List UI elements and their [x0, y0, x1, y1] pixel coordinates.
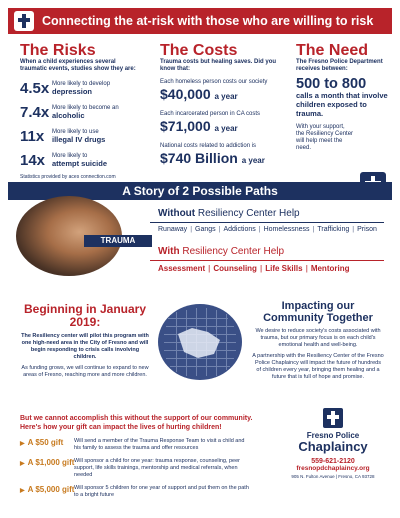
path-separator: | [259, 264, 263, 273]
need-section [296, 42, 392, 152]
gift-description: Will sponsor 5 children for one year of support and put them on the path to a bright future [74, 485, 249, 498]
cost-value: $71,000 [160, 118, 211, 134]
beginning-paragraph-1: The Resiliency center will pilot this program with one high-need area in the City of Fresno and will begin responding to crisis calls involving children. [21, 333, 149, 360]
risk-multiplier: 4.5x [20, 80, 50, 97]
need-intro: The Fresno Police Department receives between: [296, 59, 383, 72]
costs-heading: The Costs [160, 42, 238, 59]
gift-section [20, 414, 260, 499]
cost-value: $40,000 [160, 86, 211, 102]
gift-amount: ▶ A $1,000 gift [20, 458, 74, 467]
costs-section [160, 42, 285, 169]
risk-stat [20, 128, 140, 145]
path-item: Homelessness [263, 226, 310, 233]
risk-stat [20, 152, 140, 169]
gift-item [20, 438, 260, 452]
path-item: Life Skills [265, 264, 303, 273]
beginning-paragraph-2: As funding grows, we will continue to expand to new areas of Fresno, reaching more and more children. [21, 365, 149, 378]
impact-section [252, 300, 384, 381]
risk-emphasis: alcoholic [52, 111, 85, 120]
path-item: Counseling [213, 264, 257, 273]
path-separator: | [258, 226, 261, 233]
without-path-title [158, 208, 300, 219]
trauma-label: TRAUMA [84, 235, 152, 247]
cost-suffix: a year [214, 92, 238, 101]
need-subtext: calls a month that involve children exposed to trauma. [296, 91, 388, 118]
need-note: With your support, the Resiliency Center will help meet the need. [296, 124, 354, 151]
with-divider [150, 260, 384, 261]
path-item: Assessment [158, 264, 206, 273]
need-heading: The Need [296, 42, 369, 59]
beginning-heading: Beginning in January 2019: [23, 302, 146, 329]
risk-multiplier: 7.4x [20, 104, 50, 121]
cost-suffix: a year [241, 156, 265, 165]
gift-item [20, 485, 260, 499]
phone-number[interactable]: 559-621-2120 [311, 458, 355, 465]
costs-intro: Trauma costs but healing saves. Did you know that: [160, 59, 277, 72]
cost-label: Each incarcerated person in CA costs [160, 111, 261, 117]
risk-multiplier: 11x [20, 128, 45, 145]
path-separator: | [208, 264, 211, 273]
cta-text: But we cannot accomplish this without the support of our community. Here's how your gift can impact the lives of hurting children! [20, 415, 253, 431]
impact-paragraph-1: We desire to reduce society's costs associated with trauma, but our primary focus is on each child's emotional health and well-being. [255, 328, 381, 348]
gift-amount: ▶ A $5,000 gift [20, 485, 74, 494]
impact-paragraph-2: A partnership with the Resiliency Center of the Fresno Police Chaplaincy will impact the future of hundreds of children every year, bringing them healing and a future that is full of hope and promise. [252, 353, 384, 380]
org-name-line-2: Chaplaincy [298, 439, 368, 454]
with-rest: Resiliency Center Help [179, 246, 285, 257]
risk-line: More likely to become an [52, 105, 119, 111]
path-separator: | [352, 226, 355, 233]
chaplaincy-logo-icon [323, 408, 343, 428]
with-path-title [158, 246, 284, 257]
path-separator: | [305, 264, 308, 273]
risk-line: More likely to develop [52, 81, 111, 87]
cost-suffix: a year [214, 124, 238, 133]
path-separator: | [218, 226, 221, 233]
risk-multiplier: 14x [20, 152, 46, 169]
story-title: A Story of 2 Possible Paths [122, 184, 278, 198]
need-figure: 500 to 800 [296, 76, 367, 92]
header-bar [8, 8, 392, 34]
beginning-section [20, 303, 150, 379]
path-item: Gangs [195, 226, 216, 233]
risks-intro: When a child experiences several traumatic events, studies show they are: [20, 59, 136, 72]
risks-heading: The Risks [20, 42, 96, 59]
address: 905 N. Fulton Avenue | Fresno, CA 93728 [291, 474, 375, 479]
risk-line: More likely to use [52, 129, 99, 135]
page-title: Connecting the at-risk with those who are willing to risk [42, 14, 374, 28]
risk-stat [20, 80, 140, 97]
cost-label: National costs related to addiction is [160, 143, 257, 149]
gift-item [20, 458, 260, 479]
with-strong: With [158, 246, 180, 257]
path-item: Addictions [223, 226, 256, 233]
risk-emphasis: depression [52, 87, 93, 96]
without-strong: Without [158, 208, 196, 219]
contact-block [278, 408, 388, 479]
path-separator: | [190, 226, 193, 233]
path-item: Runaway [158, 226, 188, 233]
without-items [158, 226, 377, 233]
path-separator: | [312, 226, 315, 233]
org-name-line-1: Fresno Police [306, 431, 360, 440]
risks-source: Statistics provided by aces connection.com [20, 174, 116, 180]
without-divider [150, 222, 384, 223]
fresno-map-image [158, 304, 242, 380]
impact-heading: Impacting our Community Together [263, 300, 373, 324]
gift-amount: ▶ A $50 gift [20, 438, 74, 447]
gift-description: Will sponsor a child for one year: trauma response, counseling, peer support, life skills trainings, mentorship and medical referrals, when needed [74, 458, 241, 478]
risk-emphasis: illegal IV drugs [52, 135, 106, 144]
without-rest: Resiliency Center Help [195, 208, 300, 219]
path-item: Prison [357, 226, 377, 233]
risk-emphasis: attempt suicide [52, 159, 108, 168]
risk-line: More likely to [52, 153, 88, 159]
with-items [158, 264, 349, 273]
gift-description: Will send a member of the Trauma Response Team to visit a child and his family to assess the trauma and offer resources [74, 438, 245, 451]
cost-label: Each homeless person costs our society [160, 79, 268, 85]
risks-section [20, 42, 140, 180]
chaplaincy-cross-icon [14, 11, 34, 31]
cost-value: $740 Billion [160, 150, 238, 166]
website-link[interactable]: fresnopdchaplaincy.org [296, 465, 370, 472]
path-item: Trafficking [317, 226, 350, 233]
risk-stat [20, 104, 140, 121]
path-item: Mentoring [310, 264, 350, 273]
